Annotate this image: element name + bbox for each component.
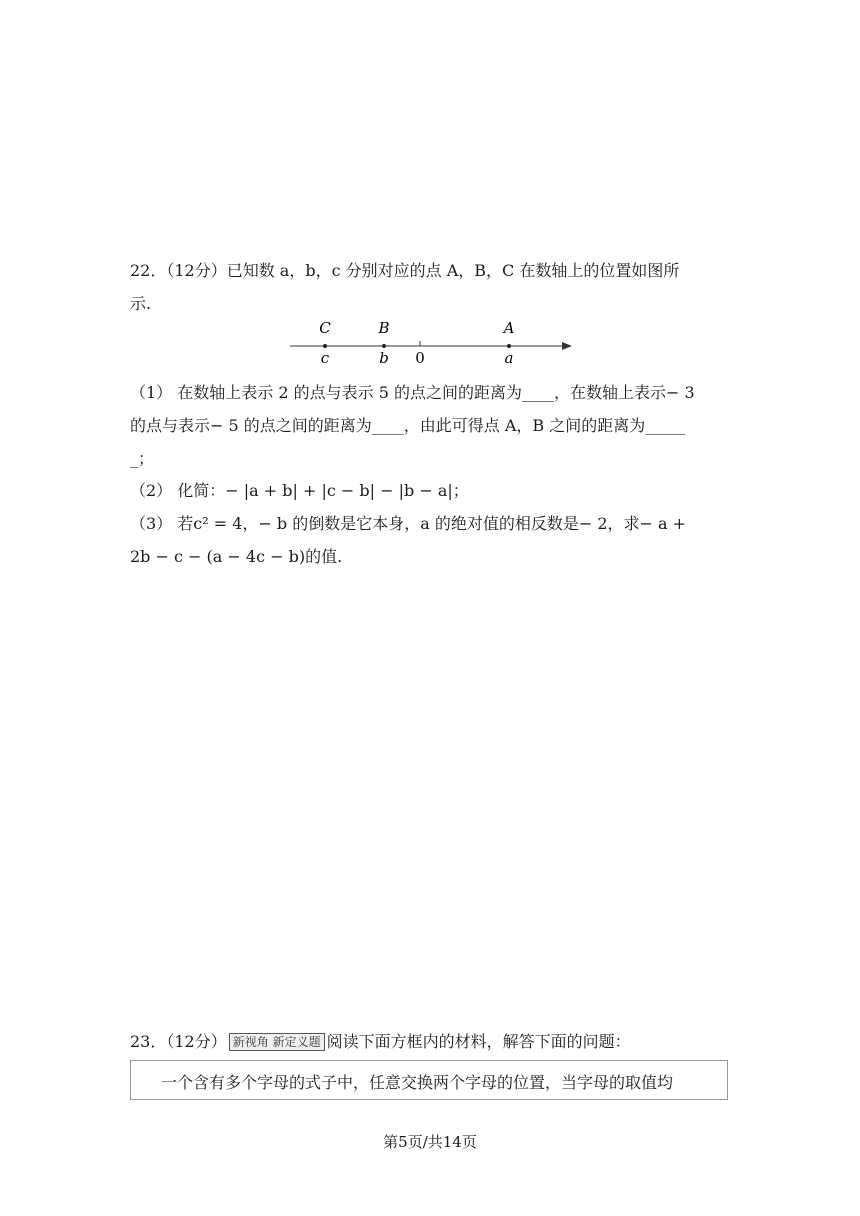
q23-text: 阅读下面方框内的材料，解答下面的问题： xyxy=(326,1032,631,1051)
number-line-figure xyxy=(280,315,580,367)
q23-tag-box xyxy=(229,1033,325,1051)
q23-header xyxy=(130,1029,631,1052)
label-lower-c: c xyxy=(320,349,330,367)
label-lower-a: a xyxy=(504,349,514,367)
number-line-arrow xyxy=(562,342,572,350)
q22-header-cont: 示. xyxy=(130,294,152,313)
page-footer: 第5页/共14页 xyxy=(383,1133,477,1151)
tag-new-perspective: 新视角 xyxy=(232,1035,269,1049)
label-lower-b: b xyxy=(379,349,389,367)
label-upper-C: C xyxy=(319,319,331,337)
point-a-dot xyxy=(507,344,511,348)
label-lower-zero: 0 xyxy=(415,349,425,367)
q22-part1-line2: 的点与表示− 5 的点之间的距离为____，由此可得点 A，B 之间的距离为_____ xyxy=(130,416,686,435)
tag-new-definition: 新定义题 xyxy=(272,1035,321,1049)
point-b-dot xyxy=(382,344,386,348)
q22-part1-line3: _； xyxy=(130,449,155,468)
q22-part3-line1: （3） 若c² = 4，− b 的倒数是它本身，a 的绝对值的相反数是− 2，求− a + xyxy=(130,514,687,533)
point-c-dot xyxy=(323,344,327,348)
q22-part3-line2: 2b − c − (a − 4c − b)的值. xyxy=(130,547,343,566)
q22-part2: （2） 化简：− |a + b| + |c − b| − |b − a|； xyxy=(130,481,469,500)
label-upper-A: A xyxy=(503,319,515,337)
q22-part1-line1: （1） 在数轴上表示 2 的点与表示 5 的点之间的距离为____，在数轴上表示− 3 xyxy=(130,383,695,402)
material-text: 一个含有多个字母的式子中，任意交换两个字母的位置，当字母的取值均 xyxy=(161,1073,674,1092)
q23-prefix: 23．（12分） xyxy=(130,1032,227,1051)
material-box xyxy=(130,1060,728,1100)
label-upper-B: B xyxy=(378,319,390,337)
q22-header: 22．（12分）已知数 a，b，c 分别对应的点 A，B，C 在数轴上的位置如图所 xyxy=(130,261,680,280)
